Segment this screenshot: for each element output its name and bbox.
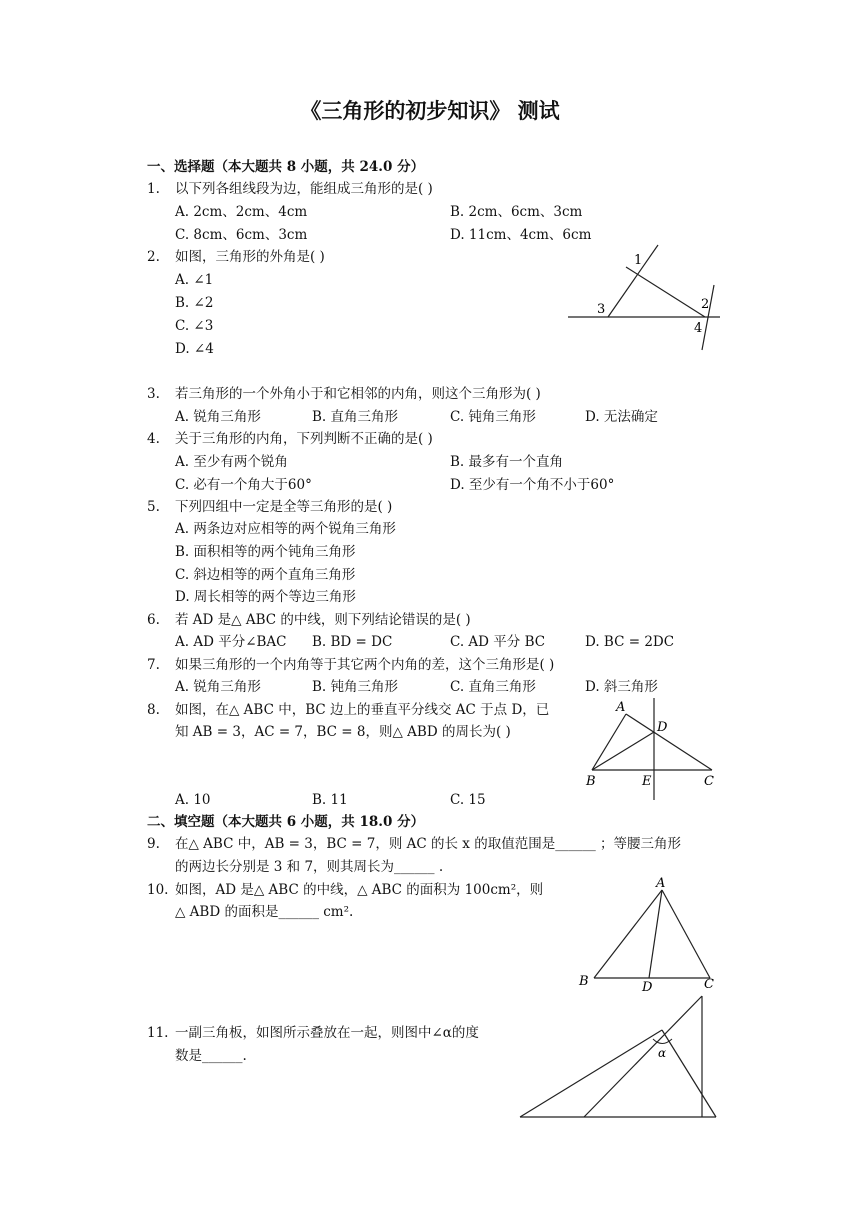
- option-c: C. ∠3: [175, 318, 214, 334]
- question-stem: 如果三角形的一个内角等于其它两个内角的差，这个三角形是( ): [175, 657, 555, 673]
- point-label-d: D: [642, 980, 653, 995]
- angle-label-1: 1: [634, 253, 643, 268]
- question-stem: 若 AD 是△ ABC 的中线，则下列结论错误的是( ): [175, 612, 471, 628]
- option-b: B. 面积相等的两个钝角三角形: [175, 544, 356, 560]
- point-label-b: B: [586, 774, 596, 789]
- option-c: C. 钝角三角形: [450, 409, 536, 425]
- option-d: D. ∠4: [175, 341, 214, 357]
- question-stem-line1: 如图，在△ ABC 中，BC 边上的垂直平分线交 AC 于点 D，已: [175, 702, 550, 718]
- question-number: 10.: [147, 882, 169, 898]
- option-a: A. 10: [175, 792, 211, 808]
- question-number: 1.: [147, 181, 160, 197]
- angle-label-2: 2: [701, 297, 710, 312]
- question-number: 8.: [147, 702, 160, 718]
- option-a: A. 两条边对应相等的两个锐角三角形: [175, 521, 396, 537]
- point-label-a: A: [616, 700, 626, 715]
- option-d: D. 周长相等的两个等边三角形: [175, 589, 356, 605]
- option-c: C. 必有一个角大于60°: [175, 477, 312, 493]
- option-d: D. 11cm、4cm、6cm: [450, 227, 592, 243]
- option-d: D. 斜三角形: [585, 679, 658, 695]
- exterior-angle-figure: [560, 240, 730, 355]
- point-label-b: B: [579, 974, 589, 989]
- question-stem-line2: 知 AB = 3，AC = 7，BC = 8，则△ ABD 的周长为( ): [175, 724, 511, 740]
- point-label-d: D: [657, 720, 668, 735]
- option-b: B. 直角三角形: [312, 409, 399, 425]
- option-b: B. ∠2: [175, 295, 214, 311]
- page-title: 《三角形的初步知识》 测试: [300, 98, 560, 123]
- point-label-a: A: [656, 876, 666, 891]
- option-d: D. 无法确定: [585, 409, 658, 425]
- option-c: C. 直角三角形: [450, 679, 536, 695]
- perpendicular-bisector-figure: [582, 696, 722, 806]
- option-d: D. BC = 2DC: [585, 634, 675, 650]
- angle-label-3: 3: [597, 302, 606, 317]
- section-heading-fill: 二、填空题（本大题共 6 小题，共 18.0 分）: [147, 814, 425, 830]
- question-stem-line1: 如图，AD 是△ ABC 的中线，△ ABC 的面积为 100cm²，则: [175, 882, 544, 898]
- point-label-e: E: [642, 774, 652, 789]
- median-figure: [576, 872, 726, 994]
- question-stem: 若三角形的一个外角小于和它相邻的内角，则这个三角形为( ): [175, 386, 541, 402]
- option-c: C. 8cm、6cm、3cm: [175, 227, 308, 243]
- option-b: B. 钝角三角形: [312, 679, 399, 695]
- option-c: C. AD 平分 BC: [450, 634, 546, 650]
- question-number: 4.: [147, 431, 160, 447]
- section-heading-choice: 一、选择题（本大题共 8 小题，共 24.0 分）: [147, 159, 425, 175]
- question-stem-line2: 数是______.: [175, 1048, 247, 1064]
- angle-label-alpha: α: [658, 1046, 667, 1060]
- question-stem: 关于三角形的内角，下列判断不正确的是( ): [175, 431, 433, 447]
- angle-label-4: 4: [694, 321, 703, 336]
- option-d: D. 至少有一个角不小于60°: [450, 477, 615, 493]
- question-stem: 如图，三角形的外角是( ): [175, 249, 325, 265]
- question-number: 9.: [147, 836, 160, 852]
- option-a: A. ∠1: [175, 272, 214, 288]
- question-stem-line2: 的两边长分别是 3 和 7，则其周长为______ .: [175, 859, 444, 875]
- option-c: C. 斜边相等的两个直角三角形: [175, 567, 356, 583]
- question-number: 11.: [147, 1025, 169, 1041]
- question-number: 6.: [147, 612, 160, 628]
- set-squares-figure: [516, 990, 721, 1122]
- point-label-c: C: [704, 774, 714, 789]
- option-b: B. 2cm、6cm、3cm: [450, 204, 583, 220]
- question-stem-line2: △ ABD 的面积是______ cm².: [175, 904, 354, 920]
- point-label-c: C: [704, 977, 714, 992]
- question-number: 7.: [147, 657, 160, 673]
- question-stem: 以下列各组线段为边，能组成三角形的是( ): [175, 181, 433, 197]
- option-a: A. 锐角三角形: [175, 409, 261, 425]
- question-number: 5.: [147, 499, 160, 515]
- question-stem-line1: 在△ ABC 中，AB = 3，BC = 7，则 AC 的长 x 的取值范围是______ ；等腰三角形: [175, 836, 681, 852]
- option-a: A. 2cm、2cm、4cm: [175, 204, 308, 220]
- option-b: B. BD = DC: [312, 634, 393, 650]
- option-a: A. 至少有两个锐角: [175, 454, 288, 470]
- question-stem: 下列四组中一定是全等三角形的是( ): [175, 499, 393, 515]
- option-a: A. AD 平分∠BAC: [175, 634, 287, 650]
- option-a: A. 锐角三角形: [175, 679, 261, 695]
- question-stem-line1: 一副三角板，如图所示叠放在一起，则图中∠α的度: [175, 1025, 479, 1041]
- option-b: B. 11: [312, 792, 348, 808]
- option-c: C. 15: [450, 792, 486, 808]
- question-number: 3.: [147, 386, 160, 402]
- question-number: 2.: [147, 249, 160, 265]
- option-b: B. 最多有一个直角: [450, 454, 564, 470]
